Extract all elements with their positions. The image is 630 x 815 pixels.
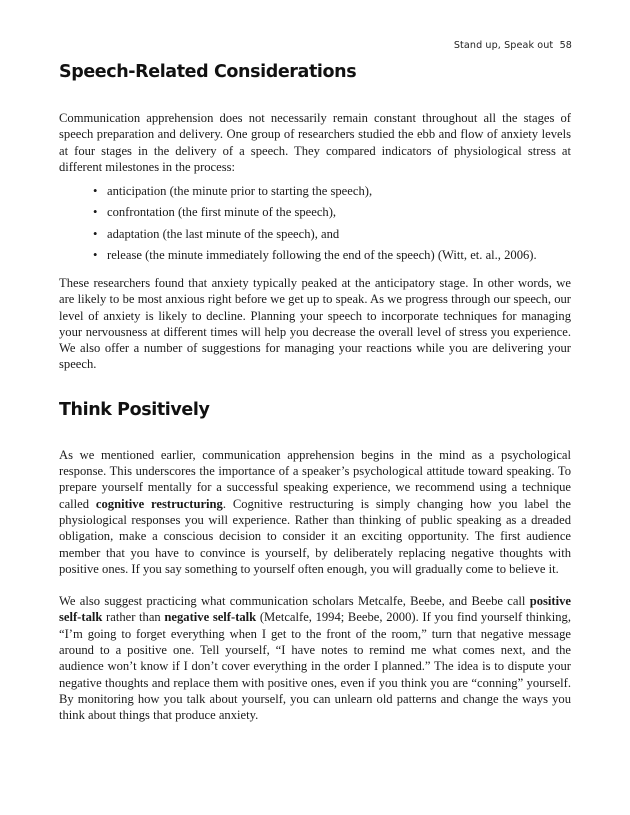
page-content — [59, 60, 571, 724]
paragraph-text: . Cognitive restructuring is simply changing how you label the physiological responses you will experience. Rather than thinking of public speaking as a dreaded obligation, make a conscious decision to consider it an exciting opportunity. The first audience member that you have to convince is yourself, by deliberately replacing negative thoughts with positive ones. If you say something to yourself often enough, you will gradually come to believe it. — [59, 496, 571, 576]
list-item: • adaptation (the last minute of the speech), and — [93, 224, 571, 245]
self-talk-paragraph — [59, 593, 571, 723]
conclusion-paragraph: These researchers found that anxiety typically peaked at the anticipatory stage. In other words, we are likely to be most anxious right before we get up to speak. As we progress through our speech, our level of anxiety is likely to decline. Planning your speech to incorporate techniques for managing your nervousness at different times will help you decrease the overall level of stress you experience. We also offer a number of suggestions for managing your reactions while you are delivering your speech. — [59, 276, 571, 372]
page-number: 58 — [559, 40, 572, 51]
list-item: • confrontation (the first minute of the speech), — [93, 202, 571, 223]
paragraph-text: As we mentioned earlier, communication apprehension begins in the mind as a psychological response. This underscores the importance of a speaker’s psychological attitude toward speaking. To prepare yourself mentally for a successful speaking experience, we recommend using a technique called — [59, 447, 571, 511]
bold-term-cognitive-restructuring: cognitive restructuring — [95, 496, 223, 511]
running-title: Stand up, Speak out — [453, 40, 554, 51]
section-heading-speech-considerations: Speech-Related Considerations — [59, 62, 357, 82]
stages-list — [59, 181, 571, 266]
list-item: • anticipation (the minute prior to starting the speech), — [93, 181, 571, 202]
bold-term-positive-self-talk: positive self-talk — [59, 594, 571, 625]
list-item: • release (the minute immediately following the end of the speech) (Witt, et. al., 2006). — [93, 245, 571, 266]
intro-paragraph: Communication apprehension does not necessarily remain constant throughout all the stages of speech preparation and delivery. One group of researchers studied the ebb and flow of anxiety levels at four stages in the delivery of a speech. They compared indicators of physiological stress at different milestones in the process: — [59, 111, 571, 174]
running-header — [454, 40, 572, 51]
paragraph-text: rather than — [102, 610, 165, 625]
bold-term-negative-self-talk: negative self-talk — [164, 610, 257, 625]
paragraph-text: We also suggest practicing what communication scholars Metcalfe, Beebe, and Beebe call — [59, 594, 530, 609]
section-heading-think-positively: Think Positively — [59, 399, 210, 420]
paragraph-text: (Metcalfe, 1994; Beebe, 2000). If you find yourself thinking, “I’m going to forget everything when I get to the front of the room,” turn that negative message around to a positive one. Tell yourself, “I have notes to remind me what comes next, and the audience won’t know if I don’t cover everything in the order I planned.” The idea is to dispute your negative thoughts and replace them with positive ones, even if you think you are “conning” yourself. By monitoring how you talk about yourself, you can unlearn old patterns and change the ways you think about things that produce anxiety. — [59, 610, 571, 723]
cognitive-restructuring-paragraph — [59, 447, 571, 577]
